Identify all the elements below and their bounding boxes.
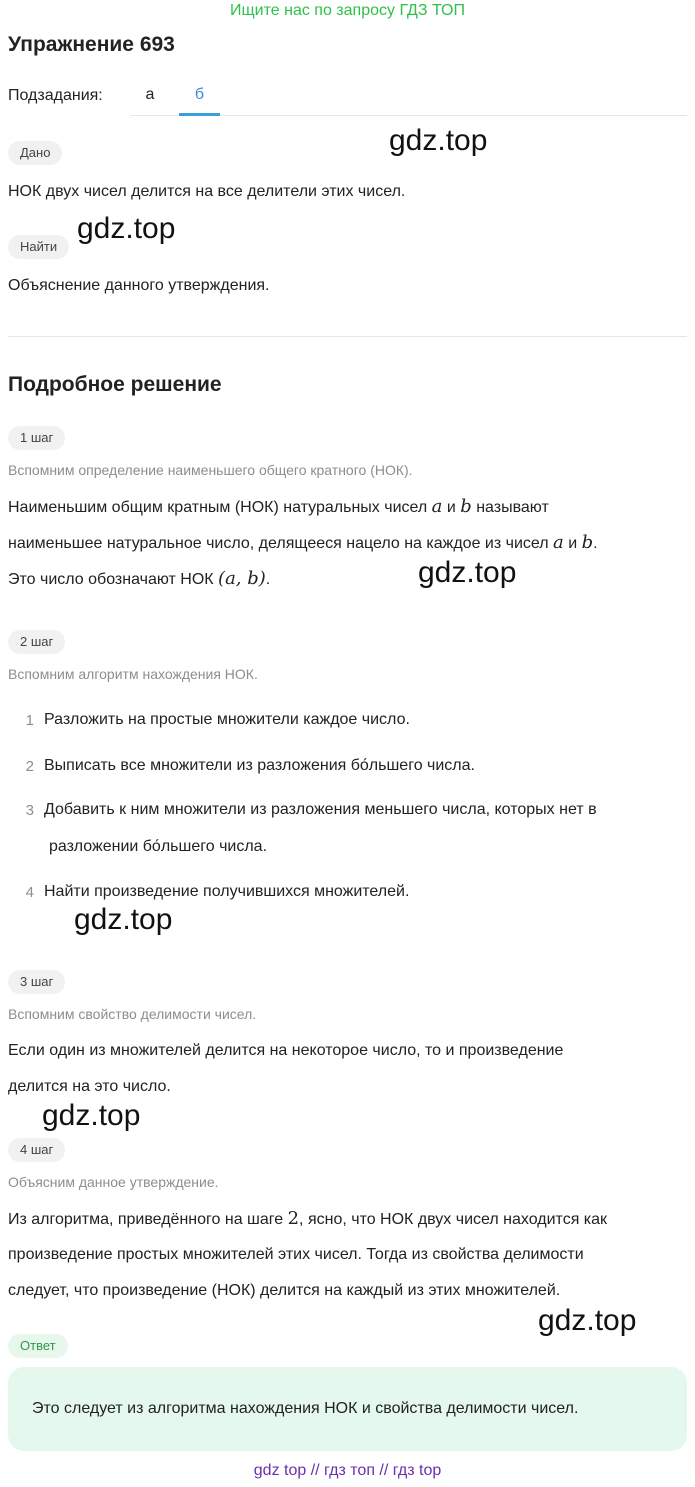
tab-b[interactable]: б: [194, 86, 205, 103]
list-item-text-continuation: разложении бо́льшего числа.: [49, 838, 268, 855]
watermark: gdz.top: [77, 212, 176, 245]
answer-box: [8, 1367, 687, 1451]
list-item-text: Выписать все множители из разложения бо́льшего числа.: [44, 757, 475, 774]
watermark: gdz.top: [538, 1304, 637, 1337]
step-4-line-3: следует, что произведение (НОК) делится на каждый из этих множителей.: [8, 1282, 561, 1299]
list-item-number: 1: [25, 712, 34, 729]
step-2-chip: 2 шаг: [8, 630, 65, 654]
step-1-caption: Вспомним определение наименьшего общего кратного (НОК).: [8, 462, 413, 478]
step-4-line-1: Из алгоритма, приведённого на шаге 2, ясно, что НОК двух чисел находится как: [8, 1208, 608, 1229]
list-item-number: 3: [25, 802, 34, 819]
active-tab-indicator: [179, 113, 220, 116]
given-text: НОК двух чисел делится на все делители этих чисел.: [8, 183, 406, 200]
step-3-caption: Вспомним свойство делимости чисел.: [8, 1006, 257, 1022]
step-3-line-1: Если один из множителей делится на некоторое число, то и произведение: [8, 1042, 564, 1059]
list-item: [8, 748, 688, 784]
find-chip: Найти: [8, 235, 69, 259]
step-1-line-2: наименьшее натуральное число, делящееся нацело на каждое из чисел a и b.: [8, 532, 598, 553]
var-a: a: [431, 496, 443, 517]
step-1-line-3: Это число обозначают НОК (a, b).: [8, 568, 271, 589]
footer-links[interactable]: gdz top // гдз топ // гдз top: [253, 1462, 442, 1479]
subtasks-label: Подзадания:: [8, 87, 103, 104]
answer-text: Это следует из алгоритма нахождения НОК и свойства делимости чисел.: [32, 1400, 579, 1417]
step-number-ref: 2: [287, 1208, 300, 1229]
given-chip: Дано: [8, 141, 62, 165]
section-divider: [8, 336, 687, 337]
list-item: [8, 792, 688, 864]
step-3-chip: 3 шаг: [8, 970, 65, 994]
step-4-chip: 4 шаг: [8, 1138, 65, 1162]
answer-chip: Ответ: [8, 1334, 68, 1358]
watermark: gdz.top: [389, 124, 488, 157]
top-banner: Ищите нас по запросу ГДЗ ТОП: [230, 2, 465, 19]
step-2-caption: Вспомним алгоритм нахождения НОК.: [8, 666, 258, 682]
step-3-line-2: делится на это число.: [8, 1078, 171, 1095]
step-4-line-2: произведение простых множителей этих чисел. Тогда из свойства делимости: [8, 1246, 584, 1263]
find-text: Объяснение данного утверждения.: [8, 277, 270, 294]
watermark: gdz.top: [418, 556, 517, 589]
list-item: [8, 702, 688, 738]
list-item-number: 2: [25, 758, 34, 775]
lcm-notation: (a, b): [218, 568, 266, 589]
tab-a[interactable]: а: [145, 86, 155, 103]
watermark: gdz.top: [74, 903, 173, 936]
list-item-text: Добавить к ним множители из разложения меньшего числа, которых нет в: [44, 801, 597, 818]
list-item-text: Найти произведение получившихся множителей.: [44, 883, 410, 900]
step-1-chip: 1 шаг: [8, 426, 65, 450]
list-item-number: 4: [25, 884, 34, 901]
page-title: Упражнение 693: [8, 33, 175, 56]
solution-title: Подробное решение: [8, 373, 222, 396]
step-1-line-1: Наименьшим общим кратным (НОК) натуральных чисел a и b называют: [8, 496, 549, 517]
var-b: b: [460, 496, 472, 517]
list-item-text: Разложить на простые множители каждое число.: [44, 711, 410, 728]
step-4-caption: Объясним данное утверждение.: [8, 1174, 219, 1190]
watermark: gdz.top: [42, 1099, 141, 1132]
